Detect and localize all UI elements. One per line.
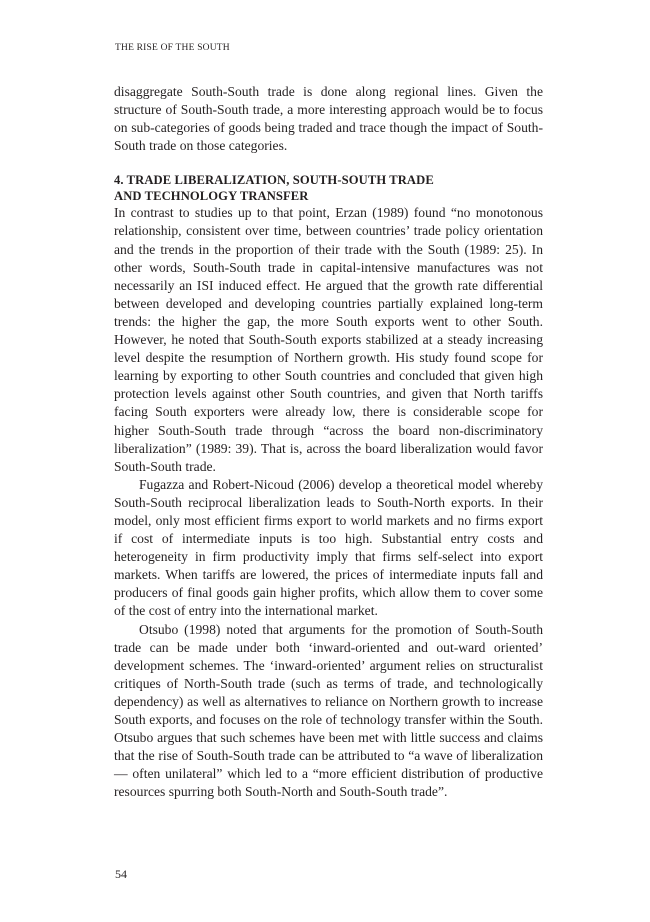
section-heading-line-2: AND TECHNOLOGY TRANSFER bbox=[114, 189, 309, 204]
paragraph-erzan: In contrast to studies up to that point, Erzan (1989) found “no monotonous relationship, consistent over time, between countries’ trade policy orientation and the trends in the proportion of their trade with the South (1989: 25). In other words, South-South trade in capital-intensive manufactures was not necessarily an ISI induced effect. He argued that the growth rate differential between developed and developing countries partially explained long-term trends: the higher the gap, the more South exports went to other South. However, he noted that South-South exports stabilized at a steady increasing level despite the resumption of Northern growth. His study found scope for learning by exporting to other South countries and concluded that given high protection levels against other South countries, and given that North tariffs facing South exporters were already low, there is considerable scope for higher South-South trade through “across the board non-discriminatory liberalization” (1989: 39). That is, across the board liberalization would favor South-South trade. bbox=[114, 205, 543, 474]
section-heading bbox=[114, 172, 543, 204]
page-number: 54 bbox=[115, 867, 127, 881]
body-text bbox=[114, 83, 543, 801]
paragraph-continued: disaggregate South-South trade is done along regional lines. Given the structure of South-South trade, a more interesting approach would be to focus on sub-categories of goods being traded and trace though the impact of South-South trade on those categories. bbox=[114, 84, 543, 154]
running-head: THE RISE OF THE SOUTH bbox=[115, 43, 230, 53]
paragraph-fugazza: Fugazza and Robert-Nicoud (2006) develop a theoretical model whereby South-South reciprocal liberalization leads to South-North exports. In their model, only most efficient firms export to world markets and no firms export if cost of intermediate inputs is too high. Substantial entry costs and heterogeneity in firm productivity imply that firms self-select into export markets. When tariffs are lowered, the prices of intermediate inputs fall and producers of final goods gain higher profits, which allow them to cover some of the cost of entry into the international market. bbox=[114, 476, 543, 619]
section-heading-line-1: 4. TRADE LIBERALIZATION, SOUTH-SOUTH TRADE bbox=[114, 173, 434, 188]
paragraph-otsubo: Otsubo (1998) noted that arguments for the promotion of South-South trade can be made under both ‘inward-oriented and out-ward oriented’ development schemes. The ‘inward-oriented’ argument relies on structuralist critiques of North-South trade (such as terms of trade, and technologically dependency) as well as alternatives to reliance on Northern growth to increase South exports, and focuses on the role of technology transfer within the South. Otsubo argues that such schemes have been met with little success and claims that the rise of South-South trade can be attributed to “a wave of liberalization — often unilateral” which led to a “more efficient distribution of productive resources spurring both South-North and South-South trade”. bbox=[114, 621, 543, 800]
